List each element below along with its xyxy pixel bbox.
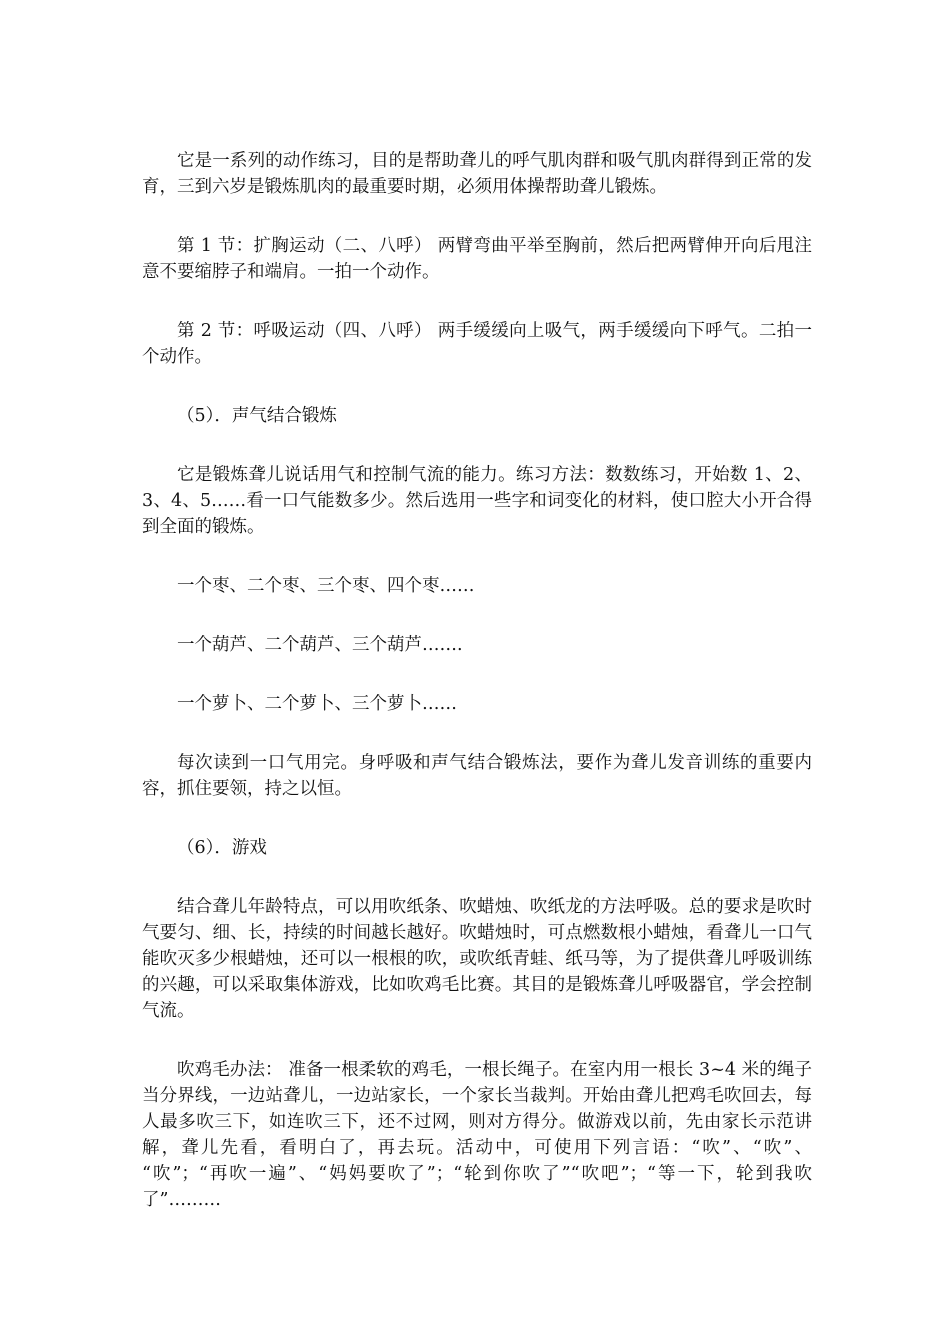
paragraph-example-dates: 一个枣、二个枣、三个枣、四个枣…… (177, 576, 475, 596)
heading-5: （5）．声气结合锻炼 (177, 406, 337, 426)
heading-6: （6）．游戏 (177, 838, 267, 858)
paragraph-example-radishes: 一个萝卜、二个萝卜、三个萝卜…… (177, 694, 457, 714)
paragraph-feather-game: 吹鸡毛办法： 准备一根柔软的鸡毛，一根长绳子。在室内用一根长 3~4 米的绳子当分界线，一边站聋儿，一边站家长，一个家长当裁判。开始由聋儿把鸡毛吹回去，每人最多吹三下，如连吹三下，还不过网，则对方得分。做游戏以前，先由家长示范讲解，聋儿先看，看明白了，再去玩。活动中，可使用下列言语：“吹”、“吹”、 “吹”；“再吹一遍”、“妈妈要吹了”；“轮到你吹了”“吹吧”；“等一下，轮到我吹了”……… (142, 1060, 812, 1210)
paragraph-section-1: 第 1 节：扩胸运动（二、八呼） 两臂弯曲平举至胸前，然后把两臂伸开向后甩注意不要缩脖子和端肩。一拍一个动作。 (142, 236, 812, 282)
paragraph-example-gourds: 一个葫芦、二个葫芦、三个葫芦……. (177, 635, 463, 655)
paragraph-games: 结合聋儿年龄特点，可以用吹纸条、吹蜡烛、吹纸龙的方法呼吸。总的要求是吹时气要匀、细、长，持续的时间越长越好。吹蜡烛时，可点燃数根小蜡烛，看聋儿一口气能吹灭多少根蜡烛，还可以一根根的吹，或吹纸青蛙、纸马等，为了提供聋儿呼吸训练的兴趣，可以采取集体游戏，比如吹鸡毛比赛。其目的是锻炼聋儿呼吸器官，学会控制气流。 (142, 897, 812, 1021)
paragraph-exercise-intro: 它是一系列的动作练习，目的是帮助聋儿的呼气肌肉群和吸气肌肉群得到正常的发育，三到六岁是锻炼肌肉的最重要时期，必须用体操帮助聋儿锻炼。 (142, 151, 812, 197)
paragraph-voice-breath: 它是锻炼聋儿说话用气和控制气流的能力。练习方法：数数练习，开始数 1、2、3、4、5……看一口气能数多少。然后选用一些字和词变化的材料，使口腔大小开合得到全面的锻炼。 (142, 465, 812, 537)
paragraph-section-2: 第 2 节：呼吸运动（四、八呼） 两手缓缓向上吸气，两手缓缓向下呼气。二拍一个动作。 (142, 321, 812, 367)
document-body (142, 148, 812, 1246)
paragraph-practice-note: 每次读到一口气用完。身呼吸和声气结合锻炼法，要作为聋儿发音训练的重要内容，抓住要领，持之以恒。 (142, 753, 812, 799)
